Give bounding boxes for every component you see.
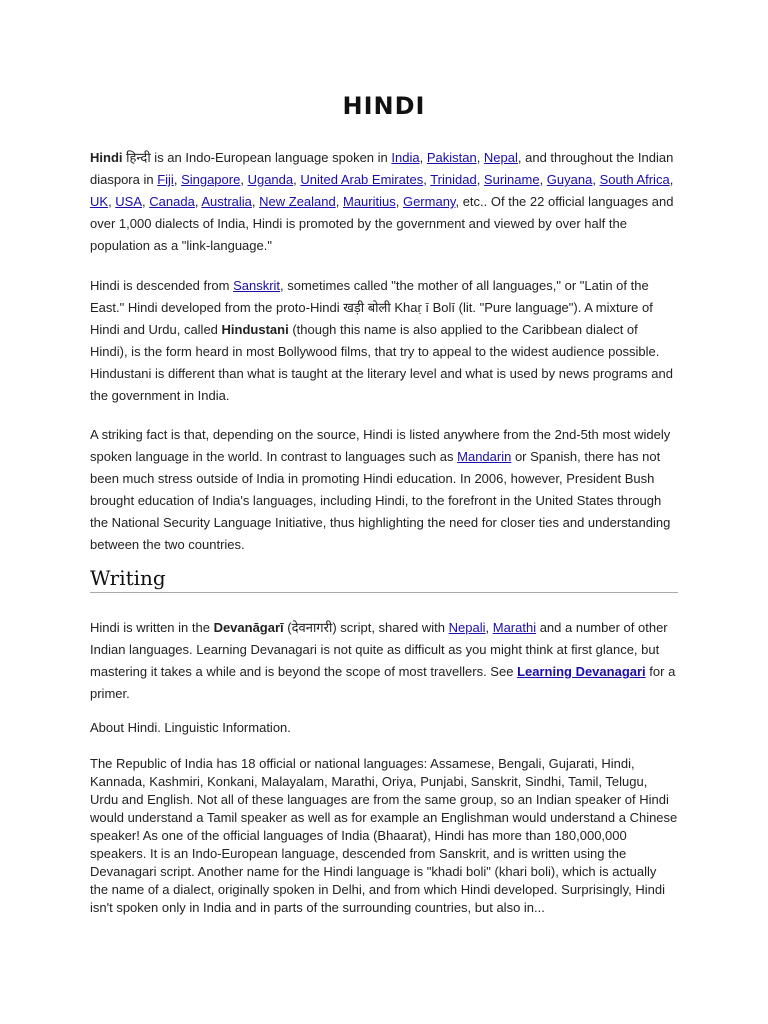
term-devanagari: Devanāgarī xyxy=(213,620,284,635)
link-sanskrit[interactable]: Sanskrit xyxy=(233,278,281,293)
about-hindi-line: About Hindi. Linguistic Information. xyxy=(90,720,291,735)
intro-paragraph: Hindi हिन्दी is an Indo-European language spoken in India, Pakistan, Nepal, and throughout the Indian diaspora in Fiji, Singapore, Uganda, United Arab Emirates, Trinidad, Suriname, Guyana, South Africa, UK, USA, Canada, Australia, New Zealand, Mauritius, Germany, etc.. Of the 22 official languages and over 1,000 dialects of India, Hindi is promoted by the government and viewed by over half the population as a "link-language." xyxy=(90,150,674,253)
origin-paragraph: Hindi is descended from Sanskrit, sometimes called "the mother of all languages," or "Latin of the East." Hindi developed from the proto-Hindi खड़ी बोली Khaṛ ī Bolī (lit. "Pure language"). A mixture of Hindi and Urdu, called Hindustani (though this name is also applied to the Caribbean dialect of Hindi), is the form heard in most Bollywood films, that try to appeal to the widest audience possible. Hindustani is different than what is taught at the literary level and what is used by news programs and the government in India. xyxy=(90,278,673,403)
link-uganda[interactable]: Uganda xyxy=(247,172,294,187)
link-usa[interactable]: USA xyxy=(115,194,143,209)
link-nepali[interactable]: Nepali xyxy=(448,620,486,635)
link-united-arab-emirates[interactable]: United Arab Emirates xyxy=(300,172,424,187)
link-mandarin[interactable]: Mandarin xyxy=(457,449,512,464)
term-hindi: Hindi xyxy=(90,150,123,165)
term-hindustani: Hindustani xyxy=(221,322,289,337)
republic-paragraph: The Republic of India has 18 official or national languages: Assamese, Bengali, Gujarati, Hindi, Kannada, Kashmiri, Konkani, Malayalam, Marathi, Oriya, Punjabi, Sanskrit, Sindhi, Tamil, Telugu, Urdu and English. Not all of these languages are from the same group, so an Indian speaker of Hindi would understand a Tamil speaker as well as for example an Englishman would understand a Chinese speaker! As one of the official languages of India (Bhaarat), Hindi has more than 180,000,000 speakers. It is an Indo-European language, descended from Sanskrit, and is written using the Devanagari script. Another name for the Hindi language is "khadi boli" (khari boli), which is actually the name of a dialect, originally spoken in Delhi, and from which Hindi developed. Surprisingly, Hindi isn't spoken only in India and in parts of the surrounding countries, but also in... xyxy=(90,756,678,915)
link-fiji[interactable]: Fiji xyxy=(157,172,174,187)
link-marathi[interactable]: Marathi xyxy=(492,620,537,635)
link-singapore[interactable]: Singapore xyxy=(181,172,241,187)
link-canada[interactable]: Canada xyxy=(149,194,195,209)
link-south-africa[interactable]: South Africa xyxy=(599,172,670,187)
link-trinidad[interactable]: Trinidad xyxy=(430,172,477,187)
link-australia[interactable]: Australia xyxy=(201,194,252,209)
link-pakistan[interactable]: Pakistan xyxy=(426,150,477,165)
link-guyana[interactable]: Guyana xyxy=(546,172,593,187)
link-uk[interactable]: UK xyxy=(90,194,109,209)
writing-paragraph: Hindi is written in the Devanāgarī (देवनागरी) script, shared with Nepali, Marathi and a number of other Indian languages. Learning Devanagari is not quite as difficult as you might think at first glance, but mastering it takes a while and is beyond the scope of most travellers. See Learning Devanagari for a primer. xyxy=(90,620,676,701)
link-germany[interactable]: Germany xyxy=(402,194,456,209)
link-learning-devanagari[interactable]: Learning Devanagari xyxy=(517,664,646,679)
link-india[interactable]: India xyxy=(391,150,420,165)
link-mauritius[interactable]: Mauritius xyxy=(342,194,396,209)
native-script-text: हिन्दी xyxy=(126,150,151,165)
link-nepal[interactable]: Nepal xyxy=(483,150,518,165)
link-new-zealand[interactable]: New Zealand xyxy=(259,194,336,209)
page-title: HINDI xyxy=(342,92,426,120)
link-suriname[interactable]: Suriname xyxy=(483,172,540,187)
popularity-paragraph: A striking fact is that, depending on the source, Hindi is listed anywhere from the 2nd-5th most widely spoken language in the world. In contrast to languages such as Mandarin or Spanish, there has not been much stress outside of India in promoting Hindi education. In 2006, however, President Bush brought education of India's languages, including Hindi, to the forefront in the United States through the National Security Language Initiative, thus highlighting the need for closer ties and understanding between the two countries. xyxy=(90,427,671,552)
section-heading-writing: Writing xyxy=(90,566,678,593)
